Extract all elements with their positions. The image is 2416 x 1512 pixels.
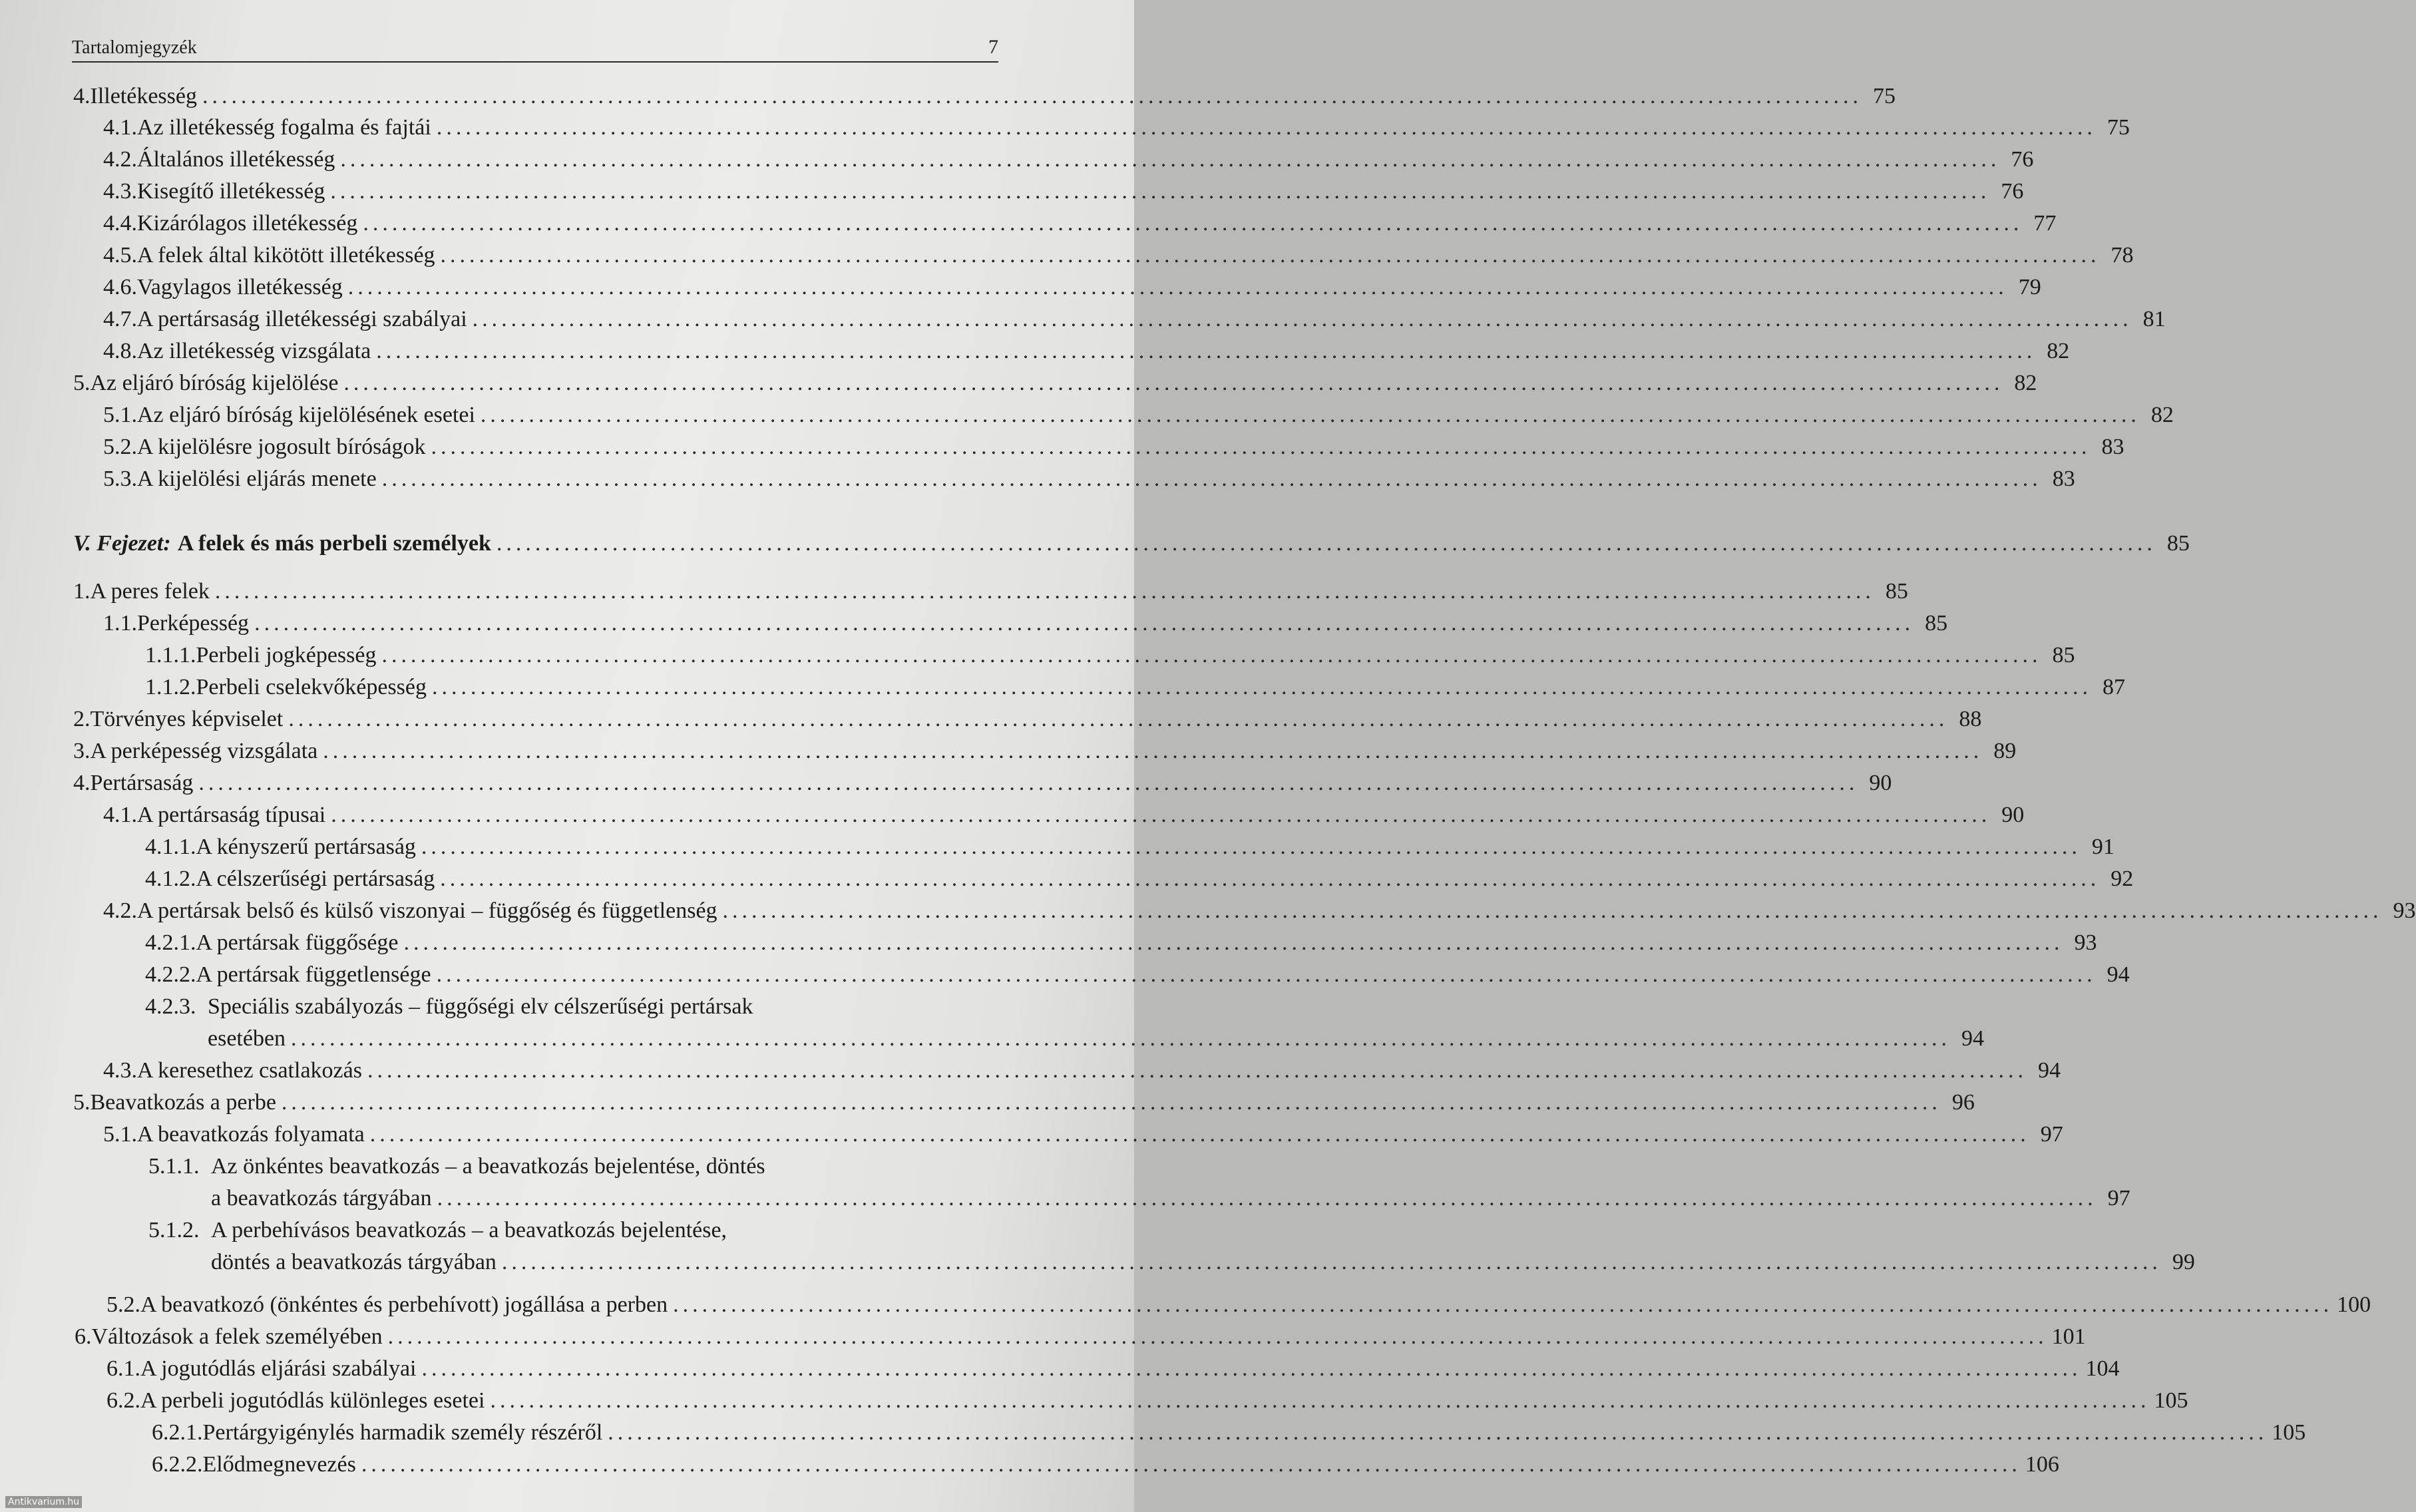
toc-entry-title: Kisegítő illetékesség: [137, 179, 325, 204]
toc-entry-title: A pertársak függősége: [196, 930, 399, 955]
toc-entry-number: 4.2.3.: [145, 994, 196, 1019]
toc-entry-title: A felek által kikötött illetékesség: [137, 243, 435, 268]
toc-entry-title: A pertársaság típusai: [137, 803, 326, 827]
toc-entry-page: 93: [2393, 898, 2416, 923]
toc-entry-title: Az eljáró bíróság kijelölésének esetei: [137, 403, 475, 427]
toc-entry-title: Az illetékesség vizsgálata: [137, 339, 371, 363]
toc-entry-title: A jogutódlás eljárási szabályai: [140, 1356, 417, 1381]
dot-leader: ............................................................................................................................................................................: [367, 1058, 2027, 1083]
toc-entry: [103, 274, 2041, 301]
toc-entry-title: Általános illetékesség: [137, 147, 335, 172]
toc-entry: [103, 114, 2130, 141]
toc-entry-first-line: [145, 994, 753, 1020]
toc-entry-title: Pertársaság: [90, 771, 194, 795]
toc-entry-continuation: [211, 1185, 2130, 1212]
dot-leader: ............................................................................................................................................................................: [369, 1122, 2030, 1147]
toc-entry-number: 4.8.: [103, 339, 137, 363]
toc-entry-title: A peres felek: [90, 579, 210, 604]
toc-entry: [73, 706, 1982, 733]
toc-entry-number: 4.4.: [103, 211, 137, 236]
toc-entry-title: A kényszerű pertársaság: [196, 835, 416, 859]
toc-entry-number: 5.2.: [103, 435, 137, 459]
toc-entry-page: 97: [2040, 1122, 2063, 1147]
toc-entry-number: 5.: [73, 371, 91, 395]
chapter-label: V. Fejezet:: [73, 531, 171, 556]
toc-entry-page: 89: [1993, 739, 2017, 763]
toc-entry-title-continued: döntés a beavatkozás tárgyában: [211, 1250, 497, 1274]
toc-entry: [103, 466, 2075, 492]
toc-entry-page: 82: [2014, 371, 2037, 395]
dot-leader: ............................................................................................................................................................................: [288, 707, 1949, 731]
toc-entry-number: 4.2.2.: [145, 962, 196, 987]
toc-entry-title: Vagylagos illetékesség: [137, 275, 343, 299]
toc-entry: [106, 1388, 2188, 1414]
toc-entry-number: 6.2.1.: [152, 1420, 203, 1445]
dot-leader: ............................................................................................................................................................................: [421, 1356, 2082, 1381]
toc-entry-title: Perbeli cselekvőképesség: [196, 675, 427, 699]
toc-entry-title: Speciális szabályozás – függőségi elv célszerűségi pertársak: [208, 994, 753, 1019]
toc-entry-page: 78: [2111, 243, 2134, 268]
toc-entry-title: A keresethez csatlakozás: [137, 1058, 362, 1083]
toc-entry-title: A pertársak belső és külső viszonyai – függőség és függetlenség: [137, 898, 717, 923]
toc-entry-title: Kizárólagos illetékesség: [137, 211, 358, 236]
toc-entry-number: 4.2.1.: [145, 930, 196, 955]
header-title: Tartalomjegyzék: [72, 37, 197, 58]
toc-entry-title: A beavatkozás folyamata: [137, 1122, 365, 1147]
toc-entry-number: 4.1.2.: [145, 866, 196, 891]
toc-entry-page: 76: [2011, 147, 2034, 172]
toc-entry-number: 1.: [73, 579, 91, 604]
toc-entry-page: 90: [2001, 803, 2025, 827]
toc-entry-number: 5.1.1.: [148, 1154, 200, 1179]
toc-entry: [106, 1356, 2120, 1382]
toc-entry-number: 6.2.2.: [152, 1452, 203, 1477]
toc-entry-number: 5.: [73, 1090, 91, 1115]
toc-entry: [73, 738, 2017, 765]
toc-entry-number: 2.: [73, 707, 91, 731]
toc-entry-page: 92: [2111, 866, 2134, 891]
toc-entry-number: 4.1.: [103, 803, 137, 827]
dot-leader: ............................................................................................................................................................................: [437, 1186, 2097, 1211]
toc-entry: [103, 402, 2174, 429]
toc-entry-number: 4.1.1.: [145, 835, 196, 859]
toc-entry: [103, 338, 2070, 365]
toc-entry-page: 99: [2172, 1250, 2195, 1274]
toc-entry: [73, 1089, 1975, 1116]
toc-entry: [103, 434, 2124, 461]
toc-entry: [103, 306, 2166, 333]
toc-entry-number: 4.2.: [103, 147, 137, 172]
dot-leader: ............................................................................................................................................................................: [608, 1420, 2268, 1445]
toc-entry: [103, 898, 2416, 924]
toc-entry: [73, 770, 1892, 797]
toc-entry-title: A célszerűségi pertársaság: [196, 866, 435, 891]
toc-entry-number: 5.3.: [103, 467, 137, 491]
toc-entry: [103, 178, 2024, 205]
toc-entry: [103, 802, 2025, 829]
dot-leader: ............................................................................................................................................................................: [343, 371, 2004, 395]
toc-entry-number: 3.: [73, 739, 91, 763]
toc-entry-number: 4.: [73, 84, 91, 108]
toc-entry-number: 6.2.: [106, 1388, 140, 1413]
toc-entry-number: 1.1.2.: [145, 675, 196, 699]
dot-leader: ............................................................................................................................................................................: [490, 1388, 2150, 1413]
toc-entry: [145, 674, 2125, 701]
toc-entry: [145, 930, 2097, 956]
toc-entry-title: Az illetékesség fogalma és fajtái: [137, 115, 431, 140]
dot-leader: ............................................................................................................................................................................: [198, 771, 1859, 795]
toc-entry-number: 4.6.: [103, 275, 137, 299]
toc-entry-page: 104: [2085, 1356, 2120, 1381]
toc-entry-page: 87: [2103, 675, 2125, 699]
dot-leader: ............................................................................................................................................................................: [436, 962, 2097, 987]
dot-leader: ............................................................................................................................................................................: [281, 1090, 1941, 1115]
toc-entry-title: A perképesség vizsgálata: [90, 739, 318, 763]
dot-leader: ............................................................................................................................................................................: [440, 866, 2101, 891]
toc-entry-number: 4.5.: [103, 243, 137, 268]
header-page-number: 7: [988, 36, 998, 58]
dot-leader: ............................................................................................................................................................................: [431, 435, 2091, 459]
toc-entry-title: A perbehívásos beavatkozás – a beavatkozás bejelentése,: [211, 1218, 727, 1242]
toc-entry-page: 82: [2150, 403, 2174, 427]
toc-entry-title: A pertársak függetlensége: [196, 962, 431, 987]
dot-leader: ............................................................................................................................................................................: [403, 930, 2064, 955]
toc-entry: [73, 83, 1896, 110]
dot-leader: ............................................................................................................................................................................: [340, 147, 2001, 172]
dot-leader: ............................................................................................................................................................................: [363, 211, 2023, 236]
toc-entry-page: 77: [2033, 211, 2057, 236]
dot-leader: ............................................................................................................................................................................: [291, 1026, 1951, 1051]
source-watermark: Antikvarium.hu: [5, 1496, 82, 1508]
toc-entry-page: 94: [2037, 1058, 2061, 1083]
toc-entry-number: 6.: [75, 1324, 92, 1349]
dot-leader: ............................................................................................................................................................................: [387, 1324, 2048, 1349]
toc-entry-continuation: [208, 1026, 1985, 1052]
toc-entry-title: A kijelölésre jogosult bíróságok: [137, 435, 426, 459]
dot-leader: ............................................................................................................................................................................: [440, 243, 2101, 268]
toc-entry-number: 4.3.: [103, 179, 137, 204]
dot-leader: ............................................................................................................................................................................: [330, 179, 1991, 204]
toc-entry-number: 5.1.: [103, 403, 137, 427]
toc-entry-page: 94: [1961, 1026, 1985, 1051]
toc-entry-title: Elődmegnevezés: [202, 1452, 356, 1477]
dot-leader: ............................................................................................................................................................................: [480, 403, 2140, 427]
dot-leader: ............................................................................................................................................................................: [254, 611, 1915, 636]
toc-entry-page: 81: [2142, 307, 2166, 331]
dot-leader: ............................................................................................................................................................................: [432, 675, 2092, 699]
toc-entry-page: 105: [2154, 1388, 2188, 1413]
toc-entry: [73, 370, 2037, 397]
toc-entry-title: A kijelölési eljárás menete: [137, 467, 377, 491]
dot-leader: ............................................................................................................................................................................: [214, 579, 1875, 604]
dot-leader: ............................................................................................................................................................................: [323, 739, 1983, 763]
toc-entry-page: 75: [2107, 115, 2130, 140]
toc-entry-page: 88: [1959, 707, 1982, 731]
toc-entry-title: Törvényes képviselet: [90, 707, 284, 731]
toc-entry: [152, 1419, 2306, 1446]
toc-entry-page: 90: [1869, 771, 1892, 795]
toc-entry: [103, 1121, 2063, 1148]
toc-entry-title-continued: a beavatkozás tárgyában: [211, 1186, 432, 1211]
toc-entry: [103, 146, 2034, 173]
toc-entry: [145, 834, 2114, 860]
toc-entry-number: 1.1.1.: [145, 643, 196, 667]
toc-entry-number: 4.7.: [103, 307, 137, 331]
toc-entry-page: 85: [1925, 611, 1948, 636]
toc-entry-page: 97: [2107, 1186, 2130, 1211]
toc-entry-page: 83: [2052, 467, 2075, 491]
dot-leader: ............................................................................................................................................................................: [361, 1452, 2021, 1477]
toc-entry-title: A felek és más perbeli személyek: [177, 531, 491, 556]
toc-entry-page: 105: [2272, 1420, 2306, 1445]
dot-leader: ............................................................................................................................................................................: [421, 835, 2081, 859]
toc-entry: [103, 1057, 2061, 1084]
toc-entry: [152, 1451, 2059, 1478]
toc-entry-page: 75: [1873, 84, 1896, 108]
toc-entry-number: 5.2.: [106, 1292, 140, 1317]
toc-entry-title: Perbeli jogképesség: [196, 643, 377, 667]
toc-entry-title: A beavatkozó (önkéntes és perbehívott) jogállása a perben: [140, 1292, 668, 1317]
toc-entry-number: 4.2.: [103, 898, 137, 923]
toc-entry-number: 5.1.2.: [148, 1218, 200, 1242]
toc-entry-page: 106: [2025, 1452, 2059, 1477]
toc-entry-page: 85: [2166, 531, 2190, 556]
toc-entry-number: 4.3.: [103, 1058, 137, 1083]
toc-entry: [75, 1324, 2086, 1350]
toc-chapter-entry: [73, 530, 2190, 557]
toc-entry-title: Beavatkozás a perbe: [90, 1090, 276, 1115]
toc-entry-title: Az önkéntes beavatkozás – a beavatkozás bejelentése, döntés: [211, 1154, 765, 1179]
toc-entry-number: 1.1.: [103, 611, 137, 636]
toc-entry-number: 5.1.: [103, 1122, 137, 1147]
toc-entry: [103, 610, 1948, 637]
toc-entry-page: 76: [2001, 179, 2024, 204]
toc-entry: [103, 242, 2134, 269]
toc-entry-title: Pertárgyigénylés harmadik személy részéről: [202, 1420, 603, 1445]
toc-entry-page: 91: [2091, 835, 2114, 859]
toc-entry-title: Perképesség: [137, 611, 250, 636]
toc-entry-page: 100: [2337, 1292, 2371, 1317]
toc-entry-page: 83: [2101, 435, 2124, 459]
toc-entry-page: 79: [2018, 275, 2041, 299]
toc-entry-title: A pertársaság illetékességi szabályai: [137, 307, 467, 331]
toc-entry-page: 93: [2074, 930, 2097, 955]
dot-leader: ............................................................................................................................................................................: [496, 531, 2156, 556]
dot-leader: ............................................................................................................................................................................: [722, 898, 2383, 923]
toc-entry-continuation: [211, 1249, 2195, 1276]
dot-leader: ............................................................................................................................................................................: [436, 115, 2097, 140]
toc-entry-title: Illetékesség: [90, 84, 197, 108]
dot-leader: ............................................................................................................................................................................: [472, 307, 2132, 331]
toc-entry: [145, 962, 2130, 988]
toc-entry: [73, 578, 1908, 605]
dot-leader: ............................................................................................................................................................................: [501, 1250, 2162, 1274]
toc-entry-page: 82: [2047, 339, 2070, 363]
toc-entry: [106, 1292, 2371, 1318]
toc-entry-number: 4.1.: [103, 115, 137, 140]
toc-entry-page: 101: [2051, 1324, 2086, 1349]
dot-leader: ............................................................................................................................................................................: [381, 643, 2042, 667]
toc-entry-title: A perbeli jogutódlás különleges esetei: [140, 1388, 485, 1413]
toc-entry-number: 4.: [73, 771, 91, 795]
dot-leader: ............................................................................................................................................................................: [202, 84, 1862, 108]
toc-entry-number: 6.1.: [106, 1356, 140, 1381]
toc-entry-title: Az eljáró bíróság kijelölése: [90, 371, 339, 395]
dot-leader: ............................................................................................................................................................................: [673, 1292, 2333, 1317]
toc-entry-title-continued: esetében: [208, 1026, 286, 1051]
toc-entry: [103, 210, 2057, 237]
toc-entry-page: 85: [1885, 579, 1908, 604]
toc-entry-page: 96: [1951, 1090, 1975, 1115]
dot-leader: ............................................................................................................................................................................: [347, 275, 2008, 299]
toc-entry-title: Változások a felek személyében: [91, 1324, 383, 1349]
toc-entry: [145, 642, 2075, 669]
toc-entry-first-line: [148, 1153, 765, 1180]
toc-entry: [145, 866, 2134, 892]
toc-entry-page: 94: [2107, 962, 2130, 987]
dot-leader: ............................................................................................................................................................................: [331, 803, 1991, 827]
dot-leader: ............................................................................................................................................................................: [381, 467, 2042, 491]
dot-leader: ............................................................................................................................................................................: [376, 339, 2037, 363]
toc-entry-page: 85: [2052, 643, 2075, 667]
toc-entry-first-line: [148, 1217, 727, 1244]
